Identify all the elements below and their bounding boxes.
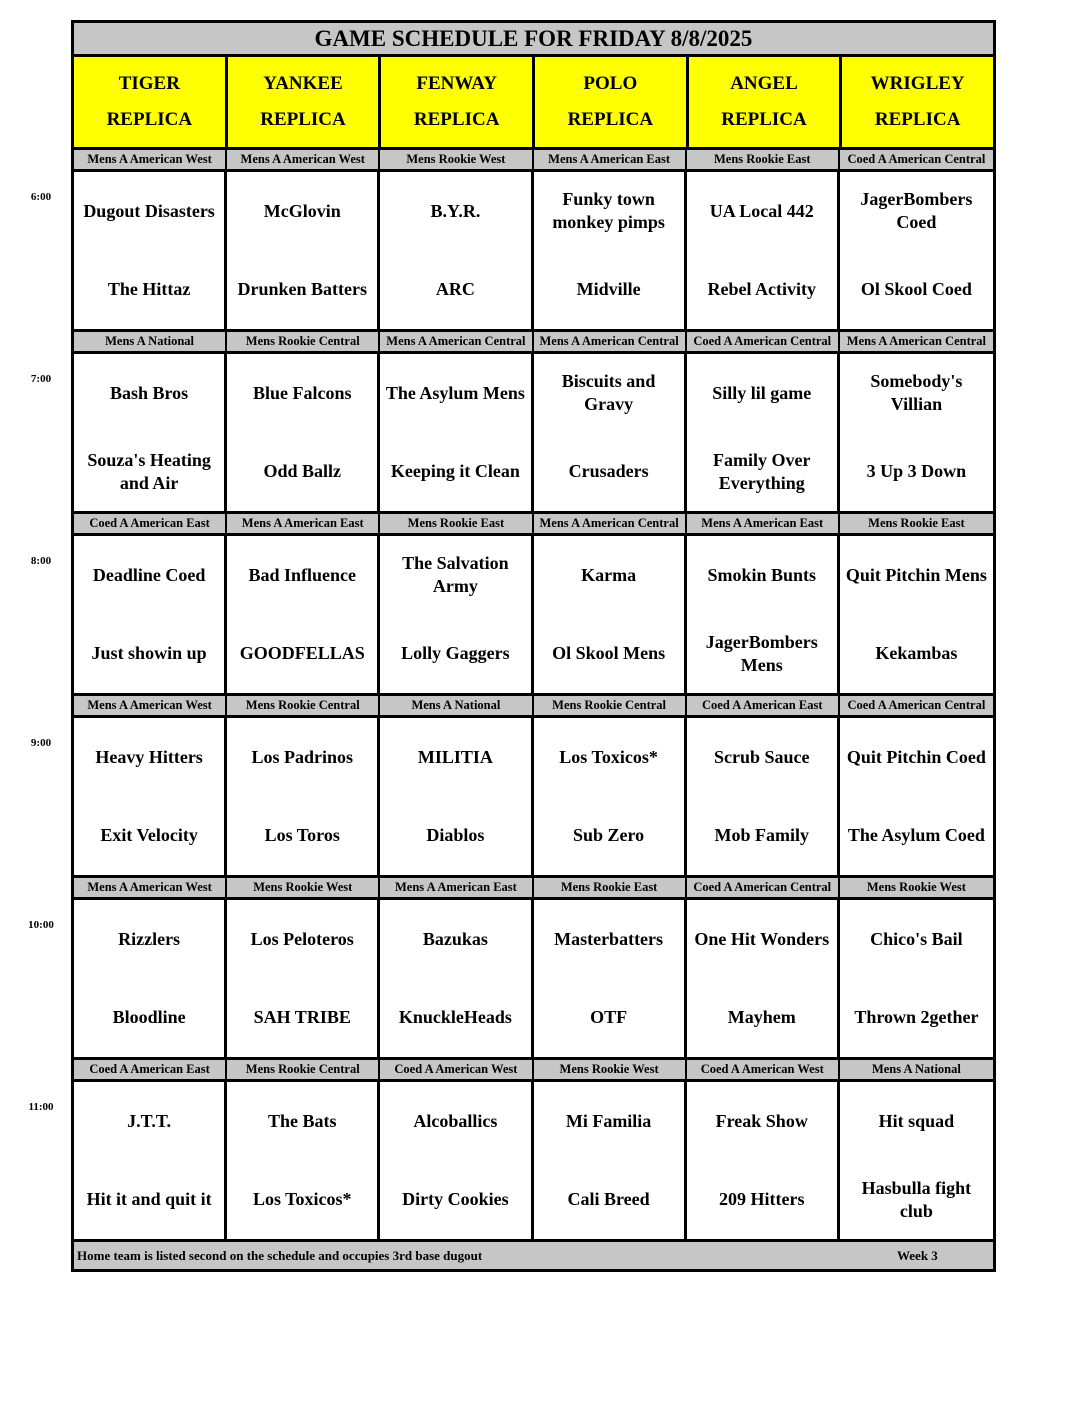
time-slots [28,147,996,1239]
game-cell [687,354,840,511]
away-team: Mi Familia [565,1110,652,1131]
home-team: Mayhem [727,1007,796,1028]
home-team: Los Toxicos* [252,1189,352,1210]
away-team: Quit Pitchin Coed [846,746,986,767]
away-team: Quit Pitchin Mens [845,564,987,585]
home-team: Just showin up [91,643,207,664]
time-slot-block [30,329,996,511]
game-cell [534,354,687,511]
division-label: Coed A American West [380,1060,533,1079]
game-cell [227,718,380,875]
game-cell [380,1082,533,1239]
field-header [842,57,993,147]
field-name: FENWAY [416,73,497,94]
game-cell [74,718,227,875]
away-team: Hit squad [878,1110,955,1131]
away-team: Bazukas [422,928,488,949]
division-label: Mens Rookie East [534,878,687,897]
division-row [71,329,996,351]
home-team: Dirty Cookies [402,1189,509,1210]
game-cell [534,1082,687,1239]
home-team: GOODFELLAS [239,643,365,664]
away-team: Smokin Bunts [707,564,817,585]
field-type: REPLICA [721,109,807,130]
away-team: Chico's Bail [870,928,963,949]
division-label: Mens A American West [227,150,380,169]
field-header [535,57,686,147]
home-team: Exit Velocity [100,825,198,846]
division-label: Mens A National [380,696,533,715]
away-team: Karma [581,564,637,585]
time-label: 6:00 [30,191,52,203]
division-label: Mens A American East [687,514,840,533]
away-team: Los Toxicos* [559,746,658,767]
away-team: Biscuits and Gravy [561,371,656,415]
time-slot-block [30,147,996,329]
division-label: Coed A American East [74,1060,227,1079]
division-label: Mens A National [74,332,227,351]
game-cell [534,536,687,693]
games-row [71,897,996,1057]
game-cell [227,354,380,511]
home-team: Crusaders [568,461,649,482]
away-team: Bash Bros [109,382,189,403]
field-header [228,57,379,147]
away-team: Scrub Sauce [713,746,810,767]
home-team: JagerBombers Mens [705,631,818,675]
home-team: Kekambas [875,643,958,664]
division-label: Mens A American West [74,696,227,715]
away-team: UA Local 442 [709,200,814,221]
division-row [71,147,996,169]
home-team: Souza's Heating and Air [87,449,211,493]
division-label: Mens Rookie West [380,150,533,169]
home-team: Rebel Activity [707,279,816,300]
schedule-footer [71,1239,996,1272]
home-team: Midville [576,279,641,300]
division-label: Coed A American East [687,696,840,715]
game-cell [840,718,993,875]
away-team: Bad Influence [248,564,356,585]
home-team: SAH TRIBE [253,1007,351,1028]
field-name: ANGEL [730,73,798,94]
division-label: Mens A American Central [846,334,987,348]
division-label: Mens A National [871,1062,961,1076]
away-team: Dugout Disasters [83,200,215,221]
home-team: Odd Ballz [263,461,341,482]
home-team: Los Toros [264,825,340,846]
home-team: 209 Hitters [719,1189,805,1210]
home-team: Hit it and quit it [86,1189,212,1210]
division-label: Mens A American Central [534,514,687,533]
division-label: Mens A American East [534,150,687,169]
game-cell [380,172,533,329]
game-cell [227,536,380,693]
game-cell [840,536,993,693]
home-team: OTF [590,1007,628,1028]
time-label: 11:00 [28,1101,54,1113]
division-label: Coed A American West [687,1060,840,1079]
home-team: Hasbulla fight club [861,1177,972,1221]
away-team: The Bats [267,1110,337,1131]
division-label: Mens Rookie Central [227,332,380,351]
home-team: Diablos [426,825,485,846]
game-cell [74,536,227,693]
division-label: Mens A American East [227,514,380,533]
field-type: REPLICA [567,109,654,130]
away-team: Funky town monkey pimps [552,189,665,233]
game-cell [380,536,533,693]
division-label: Mens A American West [74,878,227,897]
division-label: Mens Rookie West [866,880,966,894]
home-team: Thrown 2gether [854,1007,979,1028]
schedule-sheet [28,20,996,1272]
division-label: Mens Rookie West [227,878,380,897]
away-team: Heavy Hitters [95,746,203,767]
games-row [71,351,996,511]
games-row [71,715,996,875]
away-team: Alcoballics [413,1110,498,1131]
division-label: Mens Rookie West [534,1060,687,1079]
field-header-row [71,54,996,147]
home-team-note: Home team is listed second on the schedule and occupies 3rd base dugout [77,1247,483,1263]
away-team: The Salvation Army [402,553,509,597]
field-header [689,57,840,147]
field-type: REPLICA [260,109,346,130]
games-row [71,533,996,693]
division-row [71,1057,996,1079]
game-cell [380,718,533,875]
game-cell [840,172,993,329]
home-team: 3 Up 3 Down [866,461,967,482]
time-slot-block [30,511,996,693]
field-name: POLO [583,73,638,94]
time-label: 7:00 [30,373,52,385]
game-cell [74,354,227,511]
field-name: TIGER [118,73,180,94]
home-team: Mob Family [714,825,809,846]
games-row [71,169,996,329]
division-label: Mens Rookie East [868,516,965,530]
away-team: Masterbatters [554,928,664,949]
game-cell [840,900,993,1057]
home-team: Lolly Gaggers [401,643,510,664]
away-team: McGlovin [263,200,341,221]
field-name: WRIGLEY [870,73,965,94]
home-team: Keeping it Clean [390,461,520,482]
home-team: Cali Breed [567,1189,650,1210]
time-label: 9:00 [30,737,52,749]
away-team: One Hit Wonders [694,928,830,949]
field-name: YANKEE [263,73,343,94]
week-label: Week 3 [897,1247,938,1263]
away-team: B.Y.R. [430,200,481,221]
home-team: Ol Skool Coed [860,279,972,300]
field-header [381,57,532,147]
home-team: Drunken Batters [237,279,367,300]
time-label: 10:00 [28,919,54,931]
away-team: Los Padrinos [251,746,353,767]
game-cell [227,172,380,329]
away-team: Silly lil game [712,382,812,403]
division-label: Mens Rookie Central [227,696,380,715]
time-slot-block [28,875,996,1057]
away-team: The Asylum Mens [385,382,525,403]
game-cell [534,172,687,329]
time-slot-block [28,1057,996,1239]
game-cell [687,536,840,693]
away-team: Rizzlers [118,928,181,949]
division-label: Mens Rookie Central [227,1060,380,1079]
time-label: 8:00 [30,555,52,567]
home-team: Family Over Everything [713,449,811,493]
away-team: Los Peloteros [250,928,354,949]
division-label: Coed A American East [74,514,227,533]
division-label: Coed A American Central [687,332,840,351]
home-team: Ol Skool Mens [552,643,666,664]
game-cell [380,354,533,511]
home-team: Sub Zero [572,825,645,846]
division-label: Mens Rookie Central [534,696,687,715]
home-team: Bloodline [112,1007,186,1028]
home-team: The Asylum Coed [847,825,985,846]
division-label: Mens A American West [74,150,227,169]
home-team: The Hittaz [107,279,191,300]
away-team: Deadline Coed [92,564,206,585]
schedule-title: GAME SCHEDULE FOR FRIDAY 8/8/2025 [71,20,996,54]
division-row [71,693,996,715]
field-header [74,57,225,147]
time-slot-block [30,693,996,875]
game-cell [534,718,687,875]
game-cell [687,900,840,1057]
away-team: Blue Falcons [252,382,352,403]
game-cell [687,718,840,875]
division-label: Mens A American Central [534,332,687,351]
game-cell [840,1082,993,1239]
game-cell [380,900,533,1057]
home-team: KnuckleHeads [398,1007,512,1028]
division-label: Mens A American Central [380,332,533,351]
game-cell [74,900,227,1057]
away-team: JagerBombers Coed [860,189,973,233]
game-cell [687,172,840,329]
division-label: Coed A American Central [687,878,840,897]
games-row [71,1079,996,1239]
game-cell [227,900,380,1057]
division-row [71,511,996,533]
division-label: Coed A American Central [847,698,986,712]
game-cell [534,900,687,1057]
division-label: Mens Rookie East [687,150,840,169]
division-row [71,875,996,897]
field-type: REPLICA [413,109,500,130]
game-cell [227,1082,380,1239]
game-cell [74,1082,227,1239]
away-team: Somebody's Villian [870,371,963,415]
division-label: Coed A American Central [847,152,986,166]
game-cell [687,1082,840,1239]
home-team: ARC [435,279,475,300]
field-type: REPLICA [874,109,961,130]
away-team: J.T.T. [127,1110,171,1131]
away-team: Freak Show [715,1110,808,1131]
division-label: Mens Rookie East [380,514,533,533]
field-type: REPLICA [106,109,193,130]
game-cell [840,354,993,511]
game-cell [74,172,227,329]
division-label: Mens A American East [380,878,533,897]
away-team: MILITIA [417,746,493,767]
